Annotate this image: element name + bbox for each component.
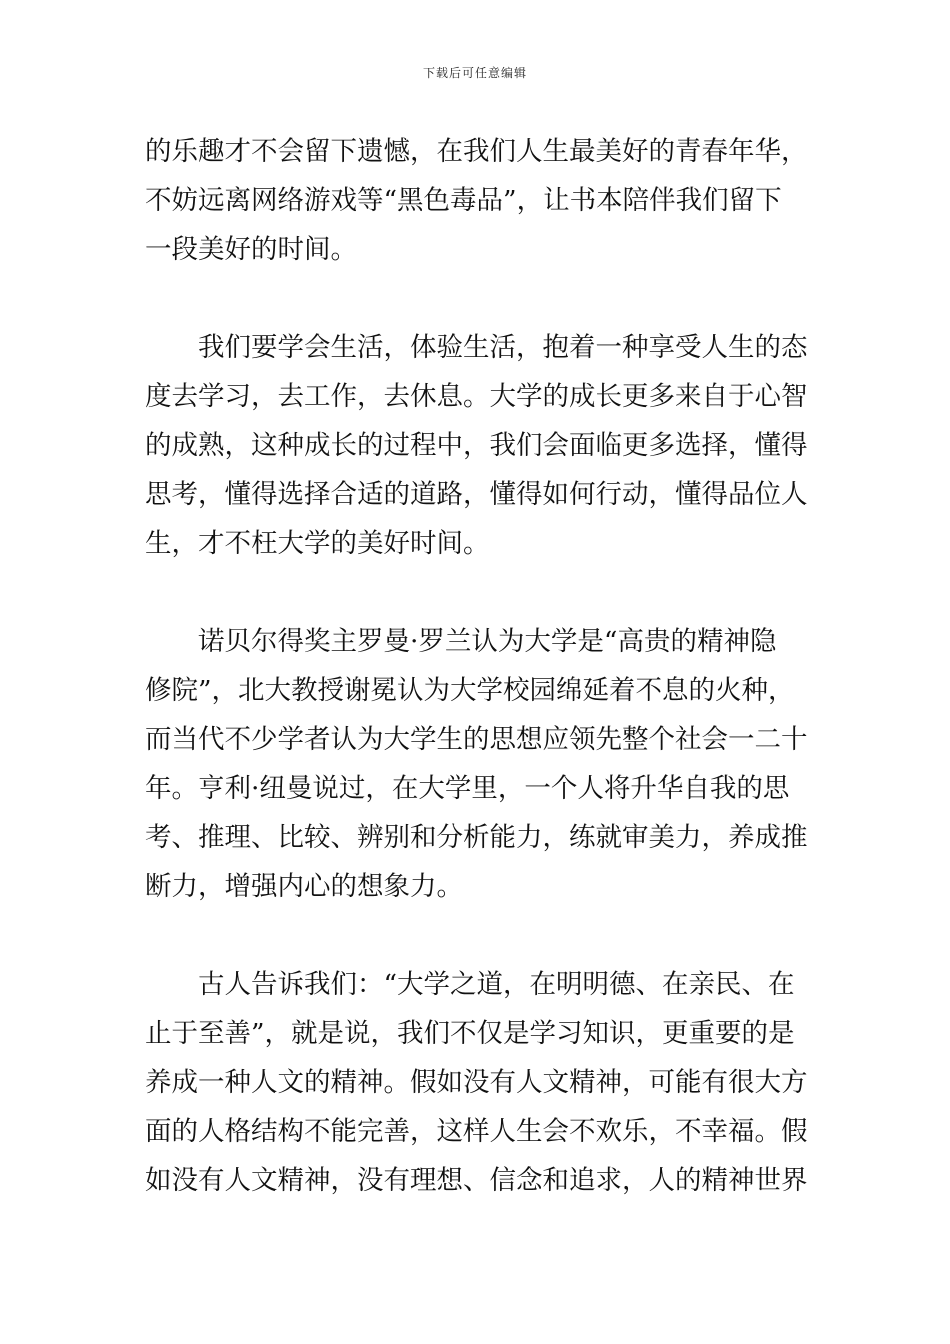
page-header: 下载后可任意编辑 [422,66,527,80]
text-line: 思考，懂得选择合适的道路，懂得如何行动，懂得品位人 [145,479,808,510]
document-body [145,127,810,1254]
text-line: 断力，增强内心的想象力。 [145,871,463,902]
paragraph-1 [145,127,810,274]
text-line: 我们要学会生活，体验生活，抱着一种享受人生的态 [198,332,808,363]
text-line: 不妨远离网络游戏等“黑色毒品”，让书本陪伴我们留下 [145,185,782,216]
text-line: 生，才不枉大学的美好时间。 [145,528,490,559]
text-line: 止于至善”，就是说，我们不仅是学习知识，更重要的是 [145,1018,795,1049]
paragraph-2 [145,323,810,568]
text-line: 面的人格结构不能完善，这样人生会不欢乐，不幸福。假 [145,1116,808,1147]
paragraph-4 [145,960,810,1205]
text-line: 如没有人文精神，没有理想、信念和追求，人的精神世界 [145,1165,808,1196]
text-line: 度去学习，去工作，去休息。大学的成长更多来自于心智 [145,381,808,412]
text-line: 的成熟，这种成长的过程中，我们会面临更多选择，懂得 [145,430,808,461]
text-line: 诺贝尔得奖主罗曼·罗兰认为大学是“高贵的精神隐 [198,626,777,657]
text-line: 的乐趣才不会留下遗憾，在我们人生最美好的青春年华， [145,136,808,167]
text-line: 考、推理、比较、辨别和分析能力，练就审美力，养成推 [145,822,808,853]
text-line: 养成一种人文的精神。假如没有人文精神，可能有很大方 [145,1067,808,1098]
text-line: 年。亨利·纽曼说过，在大学里，一个人将升华自我的思 [145,773,790,804]
text-line: 古人告诉我们：“大学之道，在明明德、在亲民、在 [198,969,795,1000]
text-line: 修院”，北大教授谢冕认为大学校园绵延着不息的火种， [145,675,795,706]
text-line: 而当代不少学者认为大学生的思想应领先整个社会一二十 [145,724,808,755]
text-line: 一段美好的时间。 [145,234,357,265]
paragraph-3 [145,617,810,911]
